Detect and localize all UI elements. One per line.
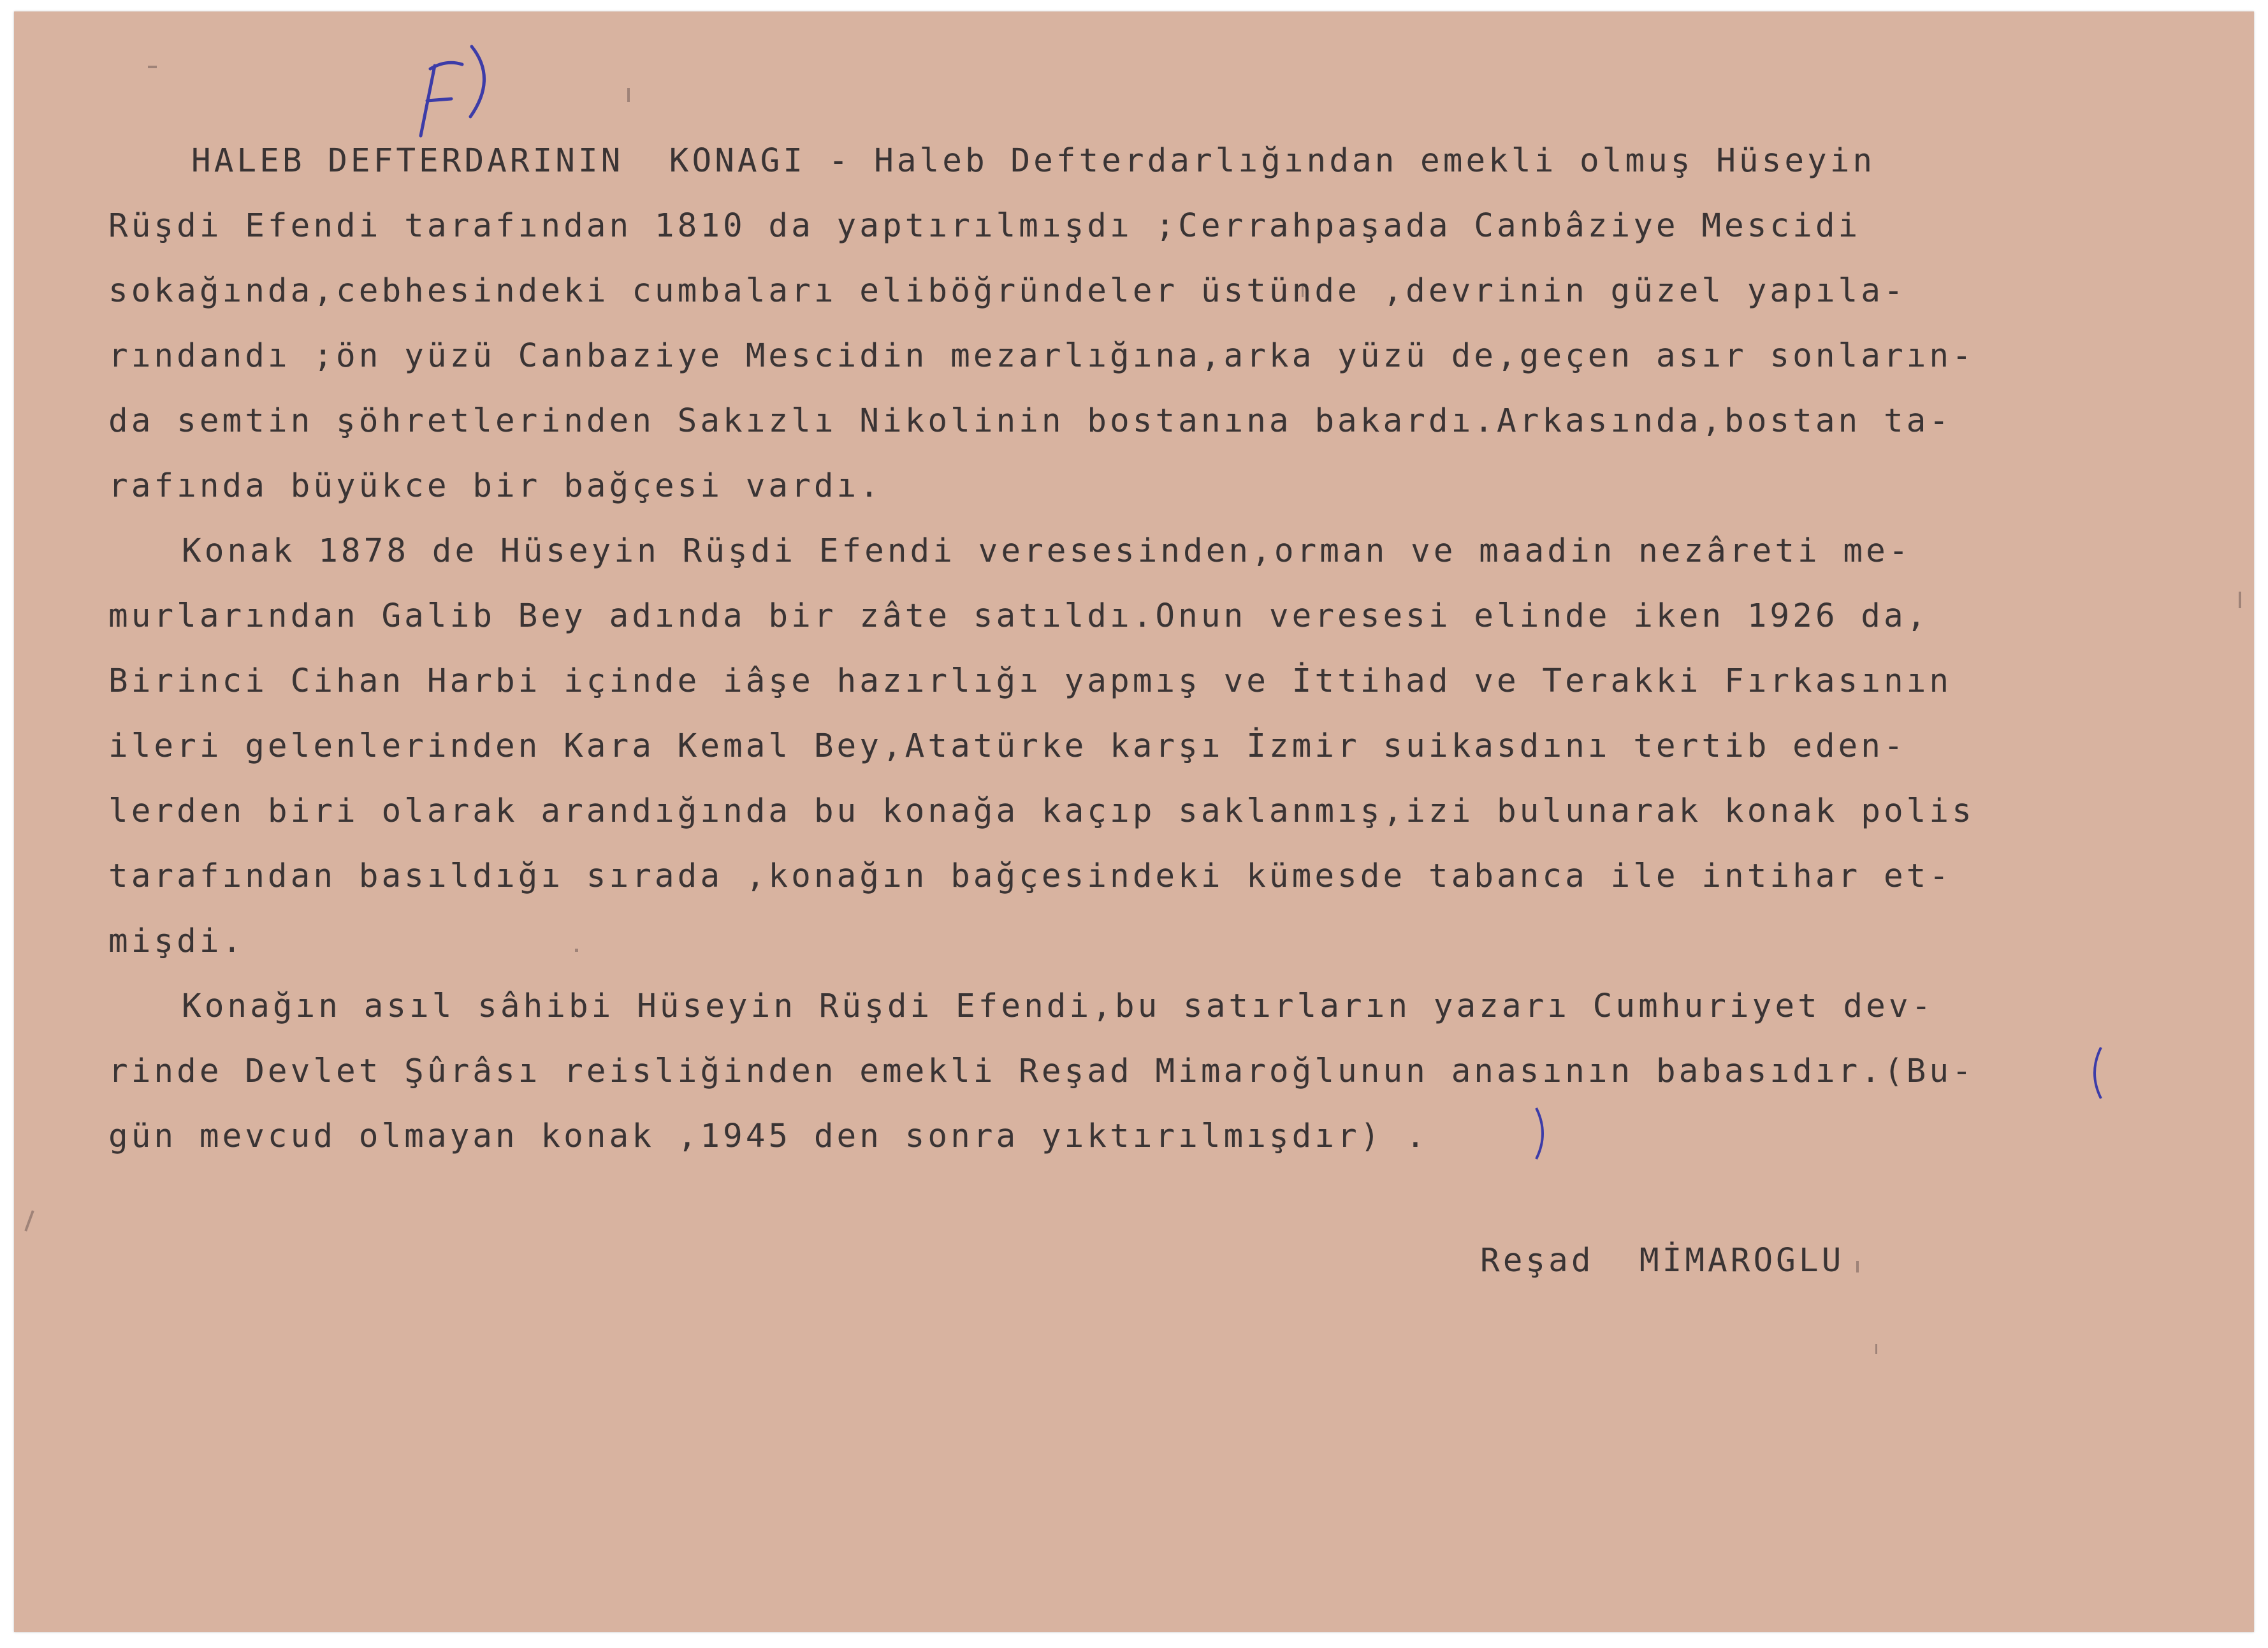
signature: Reşad MİMAROGLU [1480,1242,1845,1280]
handwritten-open-paren [2087,1044,2106,1102]
text-line: Konağın asıl sâhibi Hüseyin Rüşdi Efendi,bu satırların yazarı Cumhuriyet dev- [182,988,1935,1025]
text-line: HALEB DEFTERDARININ KONAGI - Haleb Defterdarlığından emekli olmuş Hüseyin [191,142,1876,180]
archive-card [14,11,2254,1632]
paper-speck [2239,592,2241,608]
text-line: murlarından Galib Bey adında bir zâte satıldı.Onun veresesi elinde iken 1926 da, [108,597,1930,635]
paper-speck [24,1210,34,1231]
paper-speck [627,88,630,102]
handwritten-f-annotation [395,40,523,149]
text-line: lerden biri olarak arandığında bu konağa kaçıp saklanmış,izi bulunarak konak polis [108,792,1975,830]
handwritten-close-paren [1531,1105,1550,1162]
text-line: tarafından basıldığı sırada ,konağın bağçesindeki kümesde tabanca ile intihar et- [108,857,1952,895]
text-line: Rüşdi Efendi tarafından 1810 da yaptırılmışdı ;Cerrahpaşada Canbâziye Mescidi [108,207,1861,245]
text-line: Birinci Cihan Harbi içinde iâşe hazırlığı yapmış ve İttihad ve Terakki Fırkasının [108,662,1952,700]
text-line: ileri gelenlerinden Kara Kemal Bey,Atatürke karşı İzmir suikasdını tertib eden- [108,727,1907,765]
text-line: gün mevcud olmayan konak ,1945 den sonra yıktırılmışdır) . [108,1118,1428,1155]
text-line: mişdi. [108,922,245,960]
text-line: rındandı ;ön yüzü Canbaziye Mescidin mezarlığına,arka yüzü de,geçen asır sonların- [108,337,1975,375]
text-line: da semtin şöhretlerinden Sakızlı Nikolinin bostanına bakardı.Arkasında,bostan ta- [108,402,1952,440]
text-line: sokağında,cebhesindeki cumbaları eliböğründeler üstünde ,devrinin güzel yapıla- [108,272,1907,310]
paper-speck [1856,1261,1859,1272]
paper-speck [1875,1344,1877,1354]
paper-speck [575,949,578,952]
paper-speck [148,66,157,68]
paper-speck [1302,286,1304,297]
text-line: Konak 1878 de Hüseyin Rüşdi Efendi veresesinden,orman ve maadin nezâreti me- [182,532,1912,570]
text-line: rafında büyükce bir bağçesi vardı. [108,467,882,505]
typed-body [108,142,2231,1188]
text-line: rinde Devlet Şûrâsı reisliğinden emekli Reşad Mimaroğlunun anasının babasıdır.(Bu- [108,1053,1975,1090]
